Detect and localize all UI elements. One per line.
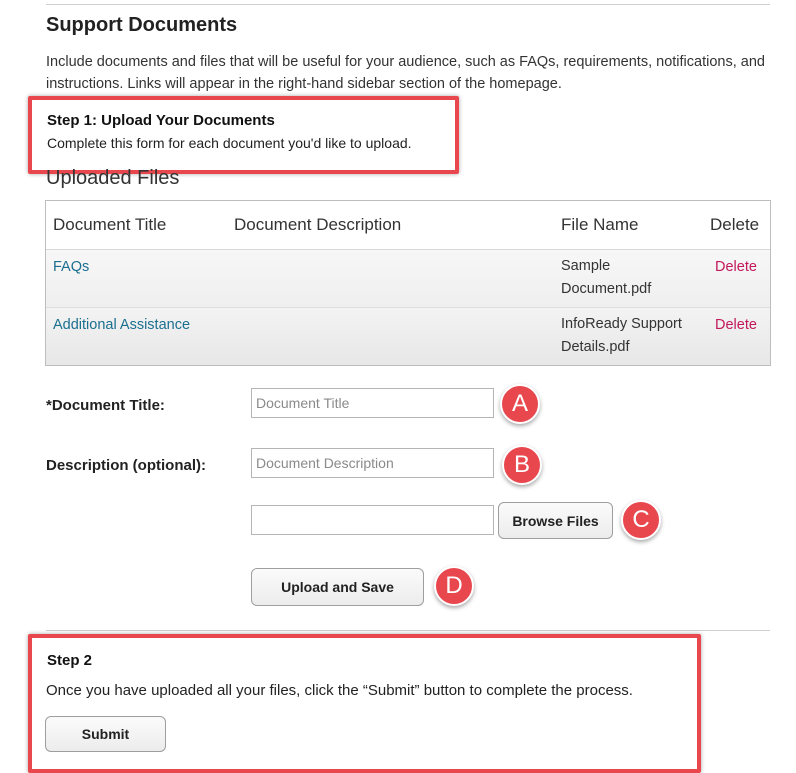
top-divider	[46, 4, 770, 5]
table-header-row	[46, 201, 770, 250]
column-header-description: Document Description	[234, 215, 402, 234]
step1-title: Step 1: Upload Your Documents	[47, 112, 275, 129]
step2-title: Step 2	[47, 652, 93, 669]
file-path-input[interactable]	[251, 505, 494, 535]
uploaded-files-heading: Uploaded Files	[46, 167, 180, 189]
marker-c-icon: C	[621, 500, 661, 540]
file-name-line: Sample	[561, 258, 611, 274]
delete-link[interactable]: Delete	[715, 259, 757, 275]
upload-and-save-button[interactable]: Upload and Save	[251, 568, 424, 606]
section-intro: Include documents and files that will be useful for your audience, such as FAQs, requirements, notifications, and instructions. Links will appear in the right-hand sidebar section of the homepage.	[46, 54, 765, 92]
mid-divider	[46, 630, 770, 631]
document-title-link[interactable]: Additional Assistance	[53, 317, 191, 333]
file-name	[561, 313, 701, 359]
browse-files-button[interactable]: Browse Files	[498, 502, 613, 539]
document-description-input[interactable]	[251, 448, 494, 478]
step2-highlight-box	[28, 634, 701, 773]
file-name-line: Document.pdf	[561, 281, 652, 297]
document-title-input[interactable]	[251, 388, 494, 418]
document-title-label: *Document Title:	[46, 397, 165, 414]
column-header-delete: Delete	[710, 215, 760, 234]
file-name-line: Details.pdf	[561, 339, 630, 355]
uploaded-files-table	[45, 200, 771, 366]
column-header-title: Document Title	[53, 215, 167, 234]
table-row	[46, 308, 770, 365]
column-header-file-name: File Name	[561, 215, 639, 234]
step2-text: Once you have uploaded all your files, click the “Submit” button to complete the process.	[46, 682, 633, 699]
section-title: Support Documents	[46, 14, 238, 36]
step1-highlight-box	[28, 96, 459, 174]
table-row	[46, 250, 770, 308]
file-name	[561, 255, 701, 301]
step1-text: Complete this form for each document you'd like to upload.	[47, 135, 412, 151]
marker-a-icon: A	[500, 384, 540, 424]
file-name-line: InfoReady Support	[561, 316, 682, 332]
document-title-link[interactable]: FAQs	[53, 259, 90, 275]
delete-link[interactable]: Delete	[715, 317, 757, 333]
submit-button[interactable]: Submit	[45, 716, 166, 752]
marker-b-icon: B	[502, 445, 542, 485]
marker-d-icon: D	[434, 566, 474, 606]
description-label: Description (optional):	[46, 457, 206, 474]
